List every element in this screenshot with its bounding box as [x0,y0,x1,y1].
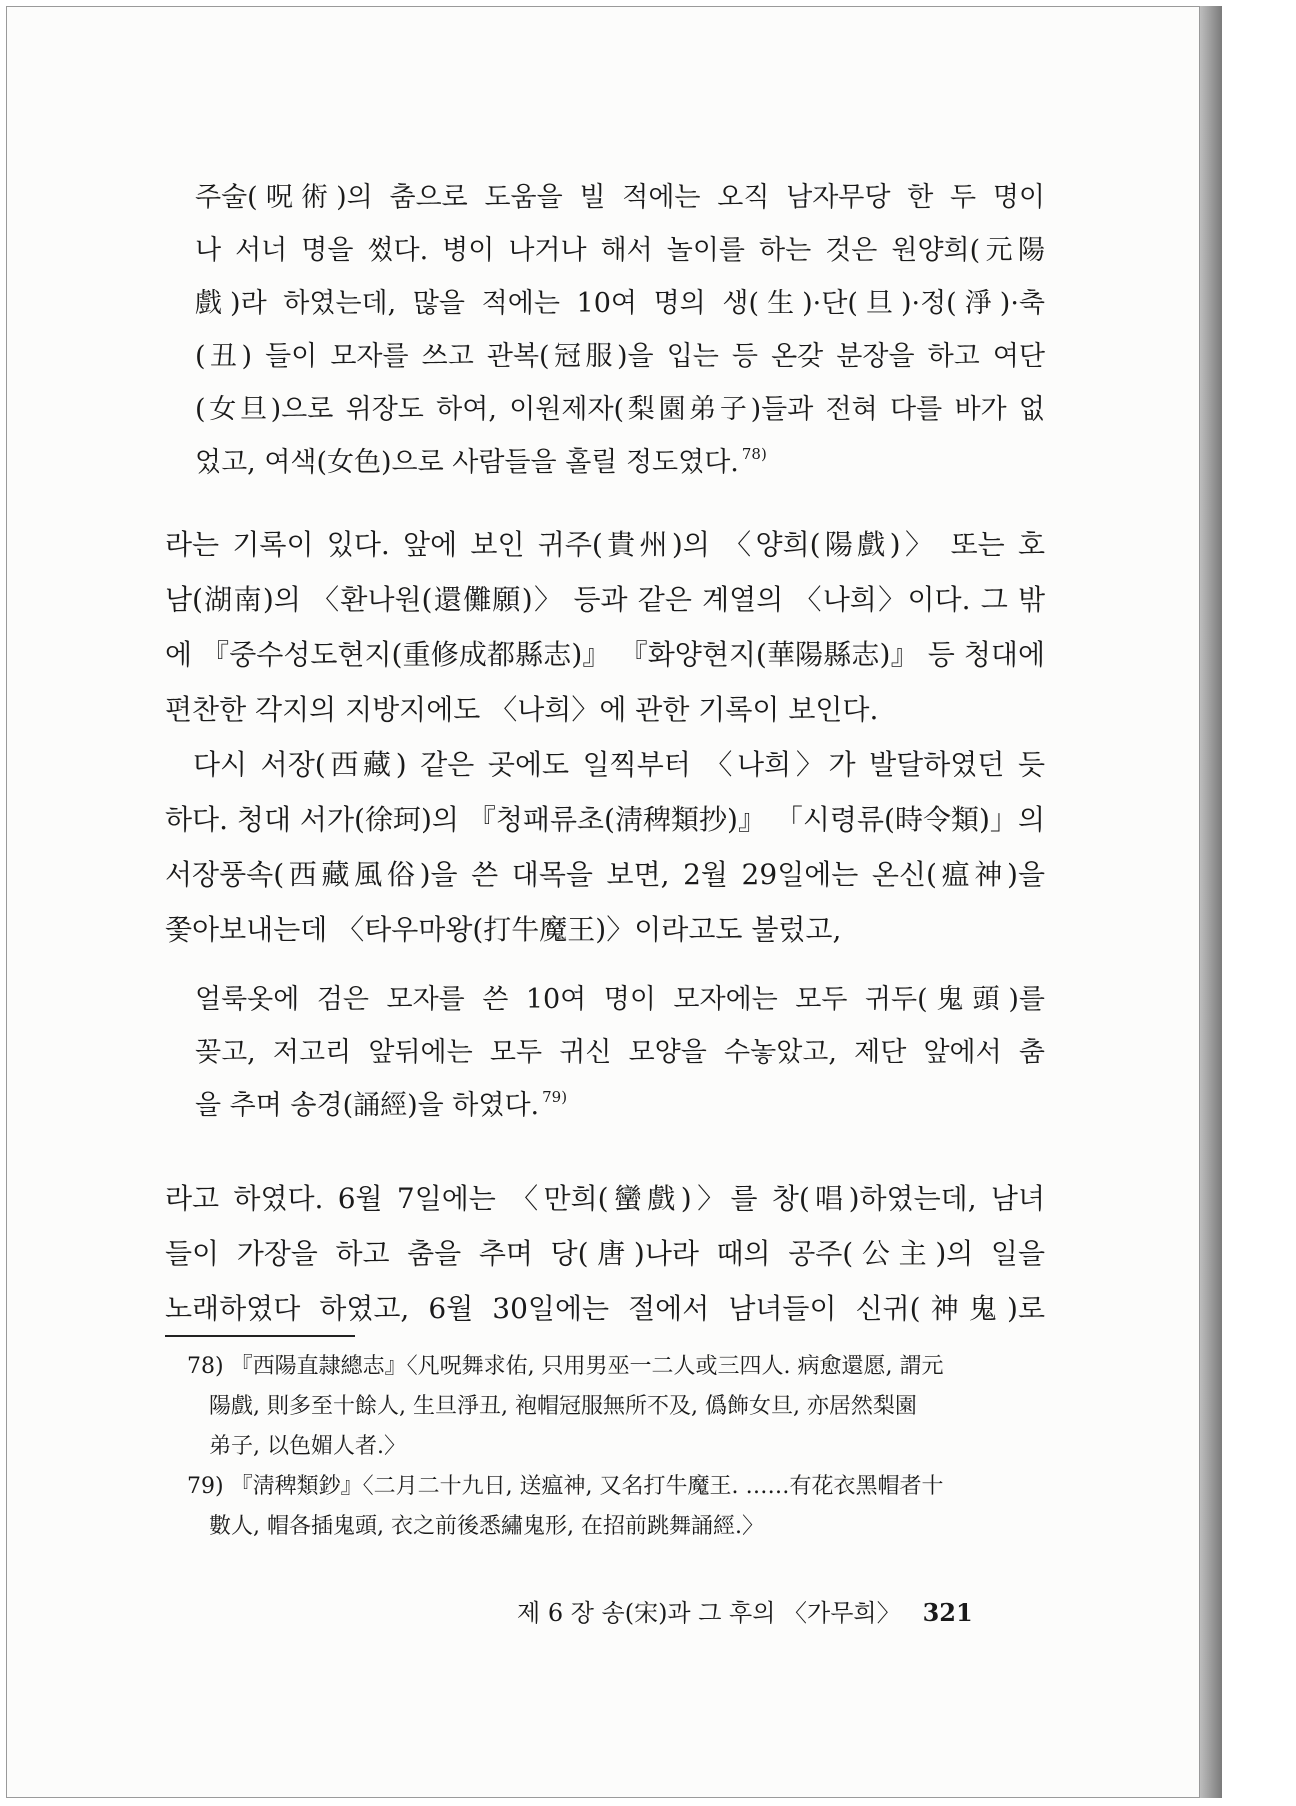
footnote-line: 79) 『淸稗類鈔』〈二月二十九日, 送瘟神, 又名打牛魔王. ……有花衣黑帽者十 [187,1474,944,1499]
text-line: 서장풍속(西藏風俗)을 쓴 대목을 보면, 2월 29일에는 온신(瘟神)을 [165,858,1045,891]
paragraph-1 [165,517,1045,737]
text-line: 戲)라 하였는데, 많을 적에는 10여 명의 생(生)·단(旦)·정(淨)·축 [195,288,1045,319]
paragraph-3 [165,1171,1045,1336]
book-page [6,6,1200,1798]
text-line: 다시 서장(西藏) 같은 곳에도 일찍부터 〈나희〉가 발달하였던 듯 [193,748,1045,781]
footnote-79 [187,1467,1037,1547]
text-line: 쫓아보내는데 〈타우마왕(打牛魔王)〉이라고도 불렀고, [165,913,842,946]
footnote-line: 數人, 帽各插鬼頭, 衣之前後悉繡鬼形, 在招前跳舞誦經.〉 [209,1514,764,1539]
running-header-chapter: 제 6 장 송(宋)과 그 후의 〈가무희〉 [517,1599,901,1627]
text-line-content: 을 추며 송경(誦經)을 하였다. [195,1090,540,1121]
footnote-line: 78) 『西陽直隷總志』〈凡呪舞求佑, 只用男巫一二人或三四人. 病愈還愿, 謂元 [187,1354,944,1379]
text-line [195,1079,1045,1132]
quote-block-2 [195,973,1045,1132]
text-line: 라는 기록이 있다. 앞에 보인 귀주(貴州)의 〈양희(陽戲)〉 또는 호 [165,528,1045,561]
text-line: 얼룩옷에 검은 모자를 쓴 10여 명이 모자에는 모두 귀두(鬼頭)를 [195,984,1045,1015]
footnote-78 [187,1347,1037,1467]
paragraph-2 [165,737,1045,957]
text-line: 라고 하였다. 6월 7일에는 〈만희(蠻戲)〉를 창(唱)하였는데, 남녀 [165,1182,1045,1215]
footnote-line: 弟子, 以色媚人者.〉 [209,1434,406,1459]
text-line: 남(湖南)의 〈환나원(還儺願)〉 등과 같은 계열의 〈나희〉이다. 그 밖 [165,583,1045,616]
text-line: 들이 가장을 하고 춤을 추며 당(唐)나라 때의 공주(公主)의 일을 [165,1237,1045,1270]
text-line: 노래하였다 하였고, 6월 30일에는 절에서 남녀들이 신귀(神鬼)로 [165,1292,1045,1325]
text-line: (丑) 들이 모자를 쓰고 관복(冠服)을 입는 등 온갖 분장을 하고 여단 [195,341,1045,372]
text-line: 꽂고, 저고리 앞뒤에는 모두 귀신 모양을 수놓았고, 제단 앞에서 춤 [195,1037,1045,1068]
footnote-divider [165,1335,355,1337]
text-line: 나 서너 명을 썼다. 병이 나거나 해서 놀이를 하는 것은 원양희(元陽 [195,235,1045,266]
text-line: 에 『중수성도현지(重修成都縣志)』 『화양현지(華陽縣志)』 등 청대에 [165,638,1045,671]
page-footer [517,1593,1027,1628]
footnote-line: 陽戲, 則多至十餘人, 生旦淨丑, 袍帽冠服無所不及, 僞飾女旦, 亦居然梨園 [209,1394,917,1419]
text-line: 주술(呪術)의 춤으로 도움을 빌 적에는 오직 남자무당 한 두 명이 [195,182,1045,213]
text-line: 편찬한 각지의 지방지에도 〈나희〉에 관한 기록이 보인다. [165,693,879,726]
footnote-marker: 78) [741,445,767,463]
footnote-marker: 79) [542,1088,568,1106]
text-line-content: 었고, 여색(女色)으로 사람들을 홀릴 정도였다. [195,447,739,478]
text-line: (女旦)으로 위장도 하여, 이원제자(梨園弟子)들과 전혀 다를 바가 없 [195,394,1045,425]
page-number: 321 [922,1598,973,1627]
quote-block-1 [195,171,1045,489]
footnotes [187,1347,1037,1547]
text-line [195,436,1045,489]
text-line: 하다. 청대 서가(徐珂)의 『청패류초(淸稗類抄)』 「시령류(時令類)」의 [165,803,1045,836]
